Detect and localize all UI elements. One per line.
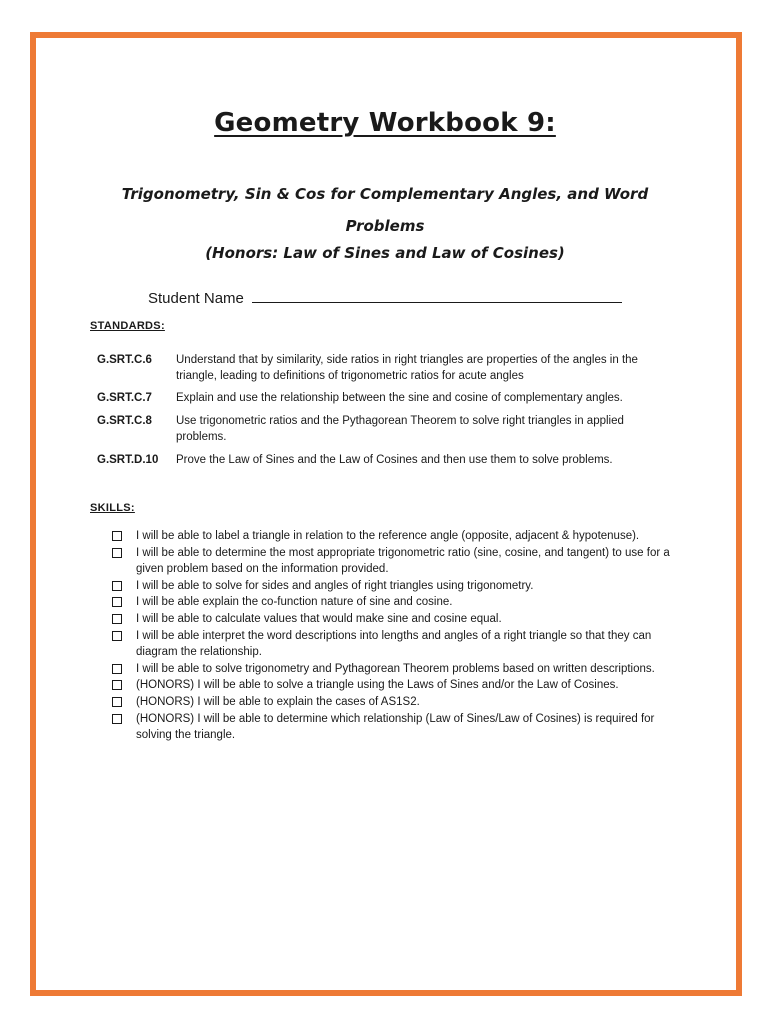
checkbox-icon[interactable] — [112, 714, 122, 724]
standard-text: Prove the Law of Sines and the Law of Cosines and then use them to solve problems. — [176, 454, 613, 466]
skill-text: I will be able to solve trigonometry and Pythagorean Theorem problems based on written descriptions. — [136, 662, 655, 675]
standard-row — [97, 452, 676, 468]
checkbox-icon[interactable] — [112, 664, 122, 674]
standard-code: G.SRT.C.6 — [97, 354, 152, 366]
skill-text: (HONORS) I will be able to explain the cases of AS1S2. — [136, 695, 420, 708]
checkbox-icon[interactable] — [112, 680, 122, 690]
checkbox-icon[interactable] — [112, 581, 122, 591]
standard-text: Understand that by similarity, side ratios in right triangles are properties of the angles in the triangle, leading to definitions of trigonometric ratios for acute angles — [176, 354, 638, 382]
list-item — [112, 578, 682, 595]
skill-text: I will be able interpret the word descriptions into lengths and angles of a right triangle so that they can diagram the relationship. — [136, 629, 652, 659]
checkbox-icon[interactable] — [112, 697, 122, 707]
standard-code: G.SRT.C.7 — [97, 392, 152, 404]
checkbox-icon[interactable] — [112, 548, 122, 558]
list-item — [112, 661, 682, 678]
standards-heading: STANDARDS: — [90, 320, 165, 332]
standard-code: G.SRT.C.8 — [97, 415, 152, 427]
student-name-label: Student Name — [148, 290, 244, 307]
list-item — [112, 711, 682, 744]
skill-text: I will be able to determine the most appropriate trigonometric ratio (sine, cosine, and tangent) to use for a given problem based on the information provided. — [136, 546, 670, 576]
list-item — [112, 545, 682, 578]
list-item — [112, 694, 682, 711]
standard-text: Use trigonometric ratios and the Pythagorean Theorem to solve right triangles in applied problems. — [176, 415, 624, 443]
skill-text: I will be able to calculate values that would make sine and cosine equal. — [136, 612, 502, 625]
student-name-field — [148, 290, 622, 307]
checkbox-icon[interactable] — [112, 631, 122, 641]
list-item — [112, 528, 682, 545]
subtitle: Trigonometry, Sin & Cos for Complementary Angles, and Word Problems — [121, 185, 649, 235]
skills-heading: SKILLS: — [90, 502, 135, 514]
page-border — [30, 32, 742, 996]
honors-subtitle: (Honors: Law of Sines and Law of Cosines) — [205, 244, 565, 262]
standard-row — [97, 390, 676, 406]
page-title: Geometry Workbook 9: — [214, 108, 556, 138]
skills-checklist — [112, 528, 682, 744]
list-item — [112, 594, 682, 611]
standard-text: Explain and use the relationship between the sine and cosine of complementary angles. — [176, 392, 623, 404]
skill-text: I will be able to label a triangle in relation to the reference angle (opposite, adjacent & hypotenuse). — [136, 530, 640, 542]
checkbox-icon[interactable] — [112, 614, 122, 624]
list-item — [112, 628, 682, 661]
standard-row — [97, 413, 676, 445]
student-name-blank[interactable] — [252, 290, 622, 303]
list-item — [112, 611, 682, 628]
skill-text: I will be able to solve for sides and angles of right triangles using trigonometry. — [136, 579, 534, 592]
skill-text: (HONORS) I will be able to solve a triangle using the Laws of Sines and/or the Law of Cosines. — [136, 679, 619, 692]
standard-row — [97, 352, 676, 384]
standard-code: G.SRT.D.10 — [97, 454, 159, 466]
checkbox-icon[interactable] — [112, 531, 122, 541]
skill-text: I will be able explain the co-function nature of sine and cosine. — [136, 596, 453, 609]
skill-text: (HONORS) I will be able to determine which relationship (Law of Sines/Law of Cosines) is required for solving the triangle. — [136, 712, 655, 742]
list-item — [112, 677, 682, 694]
checkbox-icon[interactable] — [112, 597, 122, 607]
